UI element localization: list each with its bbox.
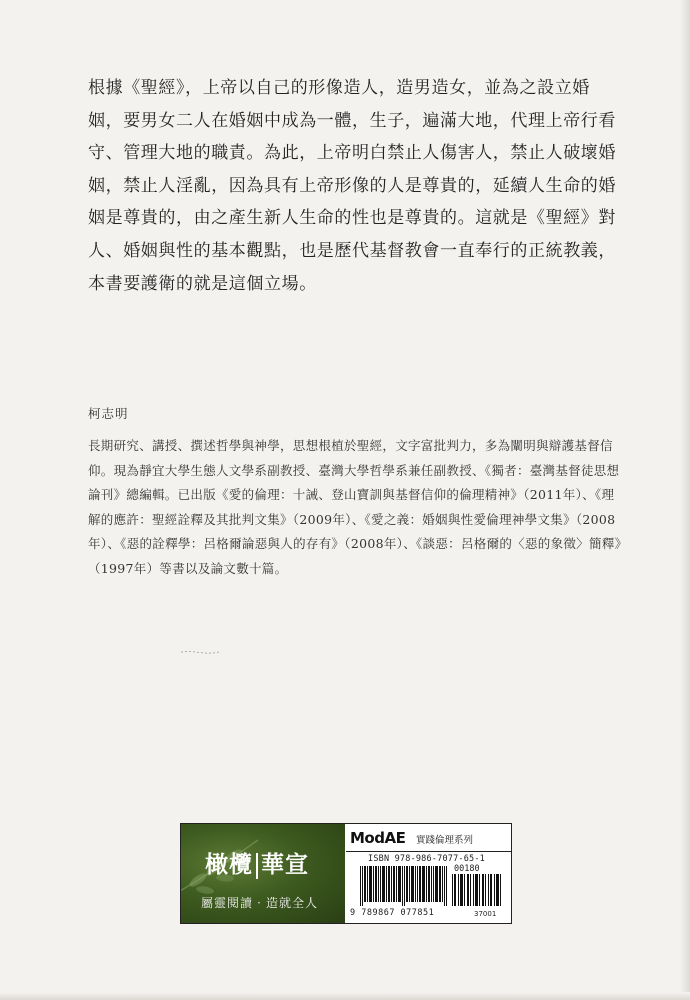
addon-barcode <box>452 874 502 906</box>
ean-number: 9 789867 077851 <box>350 908 435 918</box>
publisher-slogan: 屬靈閱讀‧造就全人 <box>201 896 319 910</box>
price-code: 37001 <box>474 910 497 918</box>
publisher-logo <box>181 824 345 923</box>
ean-barcode <box>360 866 448 906</box>
publisher-name <box>205 846 345 879</box>
imprint-logo: ModAE <box>350 829 406 847</box>
page-edge-right <box>680 0 690 1000</box>
series-divider <box>346 851 511 852</box>
author-bio: 長期研究、講授、撰述哲學與神學，思想根植於聖經，文字富批判力，多為闡明與辯護基督信仰。現為靜宜大學生態人文學系副教授、臺灣大學哲學系兼任副教授、《獨者：臺灣基督徒思想論刊》總編輯。已出版《愛的倫理：十誡、登山寶訓與基督信仰的倫理精神》（2011年）、《理解的應許：聖經詮釋及其批判文集》（2009年）、《愛之義：婚姻與性愛倫理神學文集》（2008年）、《惡的詮釋學：呂格爾論惡與人的存有》（2008年）、《談惡：呂格爾的〈惡的象徵〉簡釋》（1997年）等書以及論文數十篇。 <box>88 438 622 576</box>
barcode-addon-number: 00180 <box>454 864 480 874</box>
series-name: 實踐倫理系列 <box>416 835 474 846</box>
barcode-panel <box>346 824 511 923</box>
book-description: 根據《聖經》，上帝以自己的形像造人，造男造女，並為之設立婚姻，要男女二人在婚姻中成為一體，生子，遍滿大地，代理上帝行看守、管理大地的職責。為此，上帝明白禁止人傷害人，禁止人破壞婚姻，禁止人淫亂，因為具有上帝形像的人是尊貴的，延續人生命的婚姻是尊貴的，由之產生新人生命的性也是尊貴的。這就是《聖經》對人、婚姻與性的基本觀點，也是歷代基督教會一直奉行的正統教義，本書要護衛的就是這個立場。 <box>88 78 616 294</box>
author-name: 柯志明 <box>88 406 129 421</box>
publisher-name-right: 華宣 <box>261 851 309 878</box>
logo-divider <box>256 853 258 879</box>
isbn-text: ISBN 978-986-7077-65-1 <box>368 854 485 864</box>
page-edge-bottom <box>0 992 690 1000</box>
pen-mark <box>180 650 220 654</box>
publisher-block <box>180 823 512 924</box>
publisher-name-left: 橄欖 <box>205 851 253 878</box>
